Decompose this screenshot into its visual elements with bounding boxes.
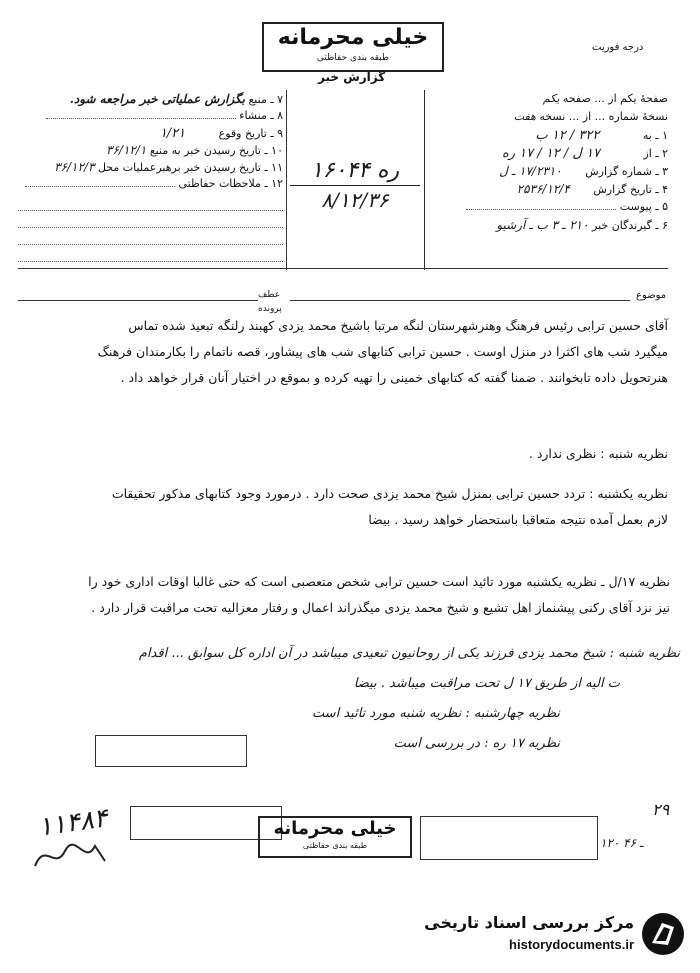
field-copy: نسخهٔ شماره ... از ... نسخه هفت [513,110,668,123]
file-label: پرونده [258,304,282,314]
field-event-date: ۹ ـ تاریخ وقوع ۱/۲۱ [159,126,283,141]
report-body [38,318,668,396]
top-stamp-title: خیلی محرمانه [277,25,429,50]
field-ops-date: ۱۱ ـ تاریخ رسیدن خبر برهبرعملیات محل ۳۶/۱۲/۳ [54,160,283,174]
watermark-text: مرکز بررسی اسناد تاریخی [424,913,634,932]
opinion-saturday: نظریه شنبه : نظری ندارد . [528,446,668,461]
opinion-sunday: نظریه یکشنبه : تردد حسین ترابی بمنزل شیخ محمد یزدی صحت دارد . درمورد وجود کتابهای مذکور تحقیقات لازم بعمل آمده نتیجه متعاقبا باستحضار خواهد رسید . بیضا [111,486,668,527]
field-attachment: ۵ ـ پیوست [430,200,668,218]
ref-label: عطف [258,290,281,300]
field-to: ۱ ـ به ۳۲۲ / ۱۲ ب [535,128,668,143]
field-report-date: ۴ ـ تاریخ گزارش ۲۵۳۶/۱۲/۴ [516,182,668,196]
body-line: هنرتحویل داده تابخوانند . ضمنا گفته که کتابهای خمینی را تهیه کرده و بموقع در اختیار آنان قرار خواهد داد . [120,370,668,385]
page-number: ۲۹ [652,800,670,819]
field-source-date: ۱۰ ـ تاریخ رسیدن خبر به منبع ۳۶/۱۲/۱ [106,143,283,157]
subject-label: موضوع [636,290,667,301]
archive-number: ۱۱۴۸۴ [36,803,110,843]
left-fields [18,92,283,262]
opinion-17l: نظریه ۱۷/ل ـ نظریه یکشنبه مورد تائید است حسین ترابی شخص متعصبی است که حتی غالبا اوقات اداری خود را نیز نزد آقای رکنی پیشنماز اهل تشیع و شیخ محمد یزدی میگذراند اعمال و رفتار معزالیه تحت مراقبت قرار دارد . [88,574,670,615]
field-source: ۷ ـ منبع بگزارش عملیاتی خبر مراجعه شود. [69,92,283,106]
dated-stamp [420,816,598,860]
watermark-url: historydocuments.ir [509,937,634,952]
field-security-notes: ۱۲ ـ ملاحظات حفاظتی [18,177,283,194]
priority-label: درجه فوریت [592,42,644,53]
code-line: ۱۲۰ ـ ۴۶ [600,836,644,850]
field-page: صفحهٔ یکم از ... صفحه یکم [542,92,668,105]
receipt-stamp [95,735,247,767]
top-stamp-sub: طبقه بندی حفاظتی [316,53,390,63]
signature-scribble [30,836,110,876]
field-origin: ۸ ـ منشاء [18,109,283,126]
field-report-number: ۳ ـ شماره گزارش ۱۷/۲۳۱۰ ـ ل [499,164,668,178]
field-recipients: ۶ ـ گیرندگان خبر ۲۱۰ ـ ۳ ب ـ آرشیو [496,218,668,232]
body-line: آقای حسین ترابی رئیس فرهنگ وهنرشهرستان لنگه مرتبا باشیخ محمد یزدی کهبند رلنگه تبعید شده تماس [128,318,668,333]
center-record-number: ۱۶۰۴۴ ره ۸/۱۲/۳۶ [290,158,420,212]
top-classification-stamp [262,22,444,72]
body-line: میگیرد شب های اکثرا در منزل اوست . حسین ترابی کتابهای شب های پیشاور، قصه ناتمام را بکارمندان فرهنگ [97,344,668,359]
watermark-block [400,905,690,965]
center-logo-icon [642,913,684,955]
field-from: ۲ ـ از ۱۷ ل / ۱۲ / ۱۷ ره [501,146,668,161]
right-fields [430,92,668,236]
bottom-classification-stamp: خیلی محرمانه طبقه بندی حفاظتی [258,816,412,858]
report-title: گزارش خبر [318,70,386,84]
handwritten-notes: نظریه شنبه : شیخ محمد یزدی فرزند یکی از روحانیون تبعیدی میباشد در آن اداره کل سوابق ... اقدام ت الیه از طریق ۱۷ ل تحت مراقبت میباشد . بیضا نظریه چهارشنبه : نظریه شنبه مورد تائید است نظریه ۱۷ ره : در بررسی است [138,646,680,751]
